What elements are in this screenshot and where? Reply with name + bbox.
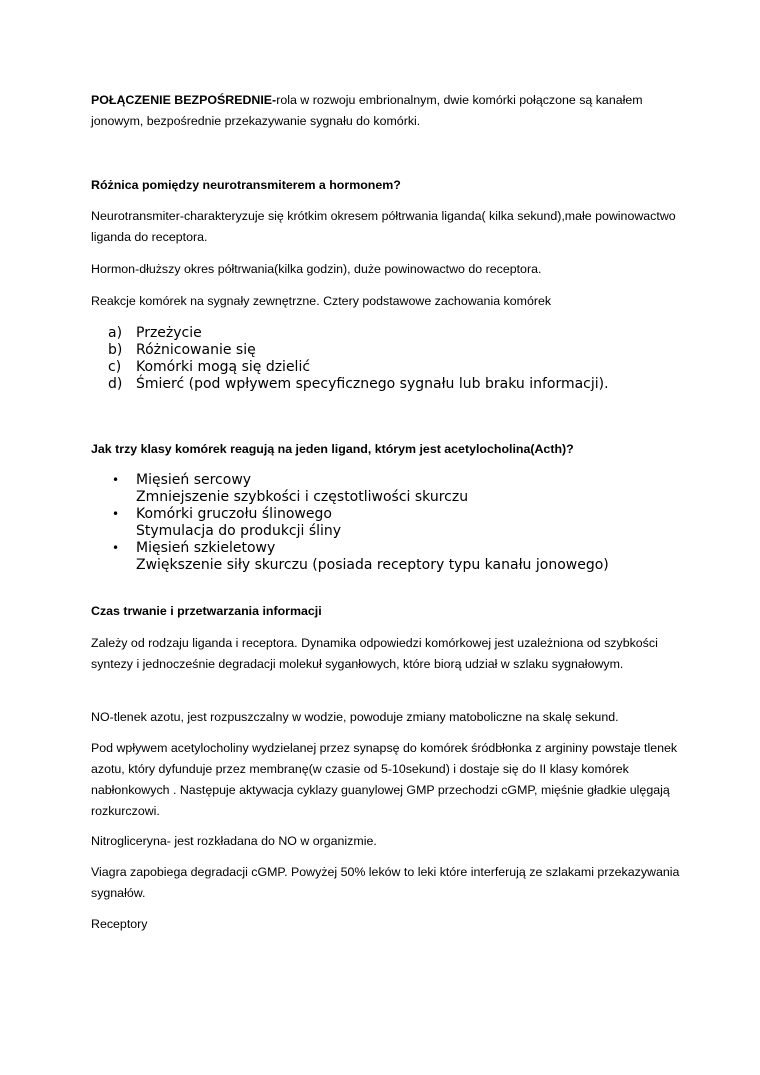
paragraph-acetylcholine-mechanism: Pod wpływem acetylocholiny wydzielanej przez synapsę do komórek śródbłonka z argininy powstaje tlenek azotu, który dyfunduje przez membranę(w czasie od 5-10sekund) i dostaje się do II klasy komórek nabłonkowych . Następuje aktywacja cyklazy guanylowej GMP przechodzi cGMP, mięśnie gładkie ulęgają rozkurczowi. (91, 741, 678, 818)
list-item (108, 376, 688, 393)
heading-information-processing-time: Czas trwanie i przetwarzania informacji (91, 604, 322, 618)
list-item-detail: Zwiększenie siły skurczu (posiada receptory typu kanału jonowego) (136, 557, 609, 573)
paragraph-cell-reactions: Reakcje komórek na sygnały zewnętrzne. Cztery podstawowe zachowania komórek (91, 294, 552, 308)
list-item-text: Komórki mogą się dzielić (136, 359, 311, 375)
bullet-marker: • (112, 473, 120, 487)
list-item-text: Śmierć (pod wpływem specyficznego sygnału lub braku informacji). (136, 376, 609, 392)
list-item-detail: Zmniejszenie szybkości i częstotliwości skurczu (136, 489, 469, 505)
paragraph-hormone: Hormon-dłuższy okres półtrwania(kilka godzin), duże powinowactwo do receptora. (91, 262, 542, 276)
bullet-marker: • (112, 507, 120, 521)
direct-connection-text: rola w rozwoju embrionalnym, dwie komórki połączone są kanałem jonowym, bezpośrednie przekazywanie sygnału do komórki. (91, 93, 643, 128)
paragraph-nitric-oxide: NO-tlenek azotu, jest rozpuszczalny w wodzie, powoduje zmiany matoboliczne na skalę sekund. (91, 710, 619, 724)
paragraph-viagra: Viagra zapobiega degradacji cGMP. Powyżej 50% leków to leki które interferują ze szlakami przekazywania sygnałów. (91, 865, 680, 900)
list-item (108, 325, 688, 342)
direct-connection-heading: POŁĄCZENIE BEZPOŚREDNIE- (91, 93, 277, 107)
list-item-text: Różnicowanie się (136, 342, 256, 358)
list-item (108, 359, 688, 376)
list-item-title: Komórki gruczołu ślinowego (136, 506, 332, 522)
list-item (108, 342, 688, 359)
list-item (108, 506, 688, 540)
list-marker: c) (108, 359, 122, 375)
cell-behaviors-list (108, 325, 688, 393)
paragraph-receptors: Receptory (91, 917, 148, 931)
list-item (108, 540, 688, 574)
list-marker: d) (108, 376, 123, 392)
list-item-title: Mięsień sercowy (136, 472, 252, 488)
paragraph-neurotransmitter: Neurotransmiter-charakteryzuje się krótkim okresem półtrwania liganda( kilka sekund),małe powinowactwo liganda do receptora. (91, 209, 676, 244)
bullet-marker: • (112, 541, 120, 555)
list-item-text: Przeżycie (136, 325, 202, 341)
paragraph-dynamics: Zależy od rodzaju liganda i receptora. Dynamika odpowiedzi komórkowej jest uzależniona od szybkości syntezy i jednocześnie degradacji molekuł syganłowych, które biorą udział w szlaku sygnałowym. (91, 636, 658, 671)
list-item (108, 472, 688, 506)
list-marker: b) (108, 342, 123, 358)
heading-acetylcholine-response: Jak trzy klasy komórek reagują na jeden ligand, którym jest acetylocholina(Acth)? (91, 442, 574, 456)
list-item-title: Mięsień szkieletowy (136, 540, 276, 556)
paragraph-nitroglycerin: Nitrogliceryna- jest rozkładana do NO w organizmie. (91, 834, 377, 848)
list-item-detail: Stymulacja do produkcji śliny (136, 523, 342, 539)
paragraph-direct-connection (91, 90, 681, 132)
cell-classes-list (108, 472, 688, 574)
list-marker: a) (108, 325, 123, 341)
heading-neurotransmitter-vs-hormone: Różnica pomiędzy neurotransmiterem a hormonem? (91, 178, 401, 192)
